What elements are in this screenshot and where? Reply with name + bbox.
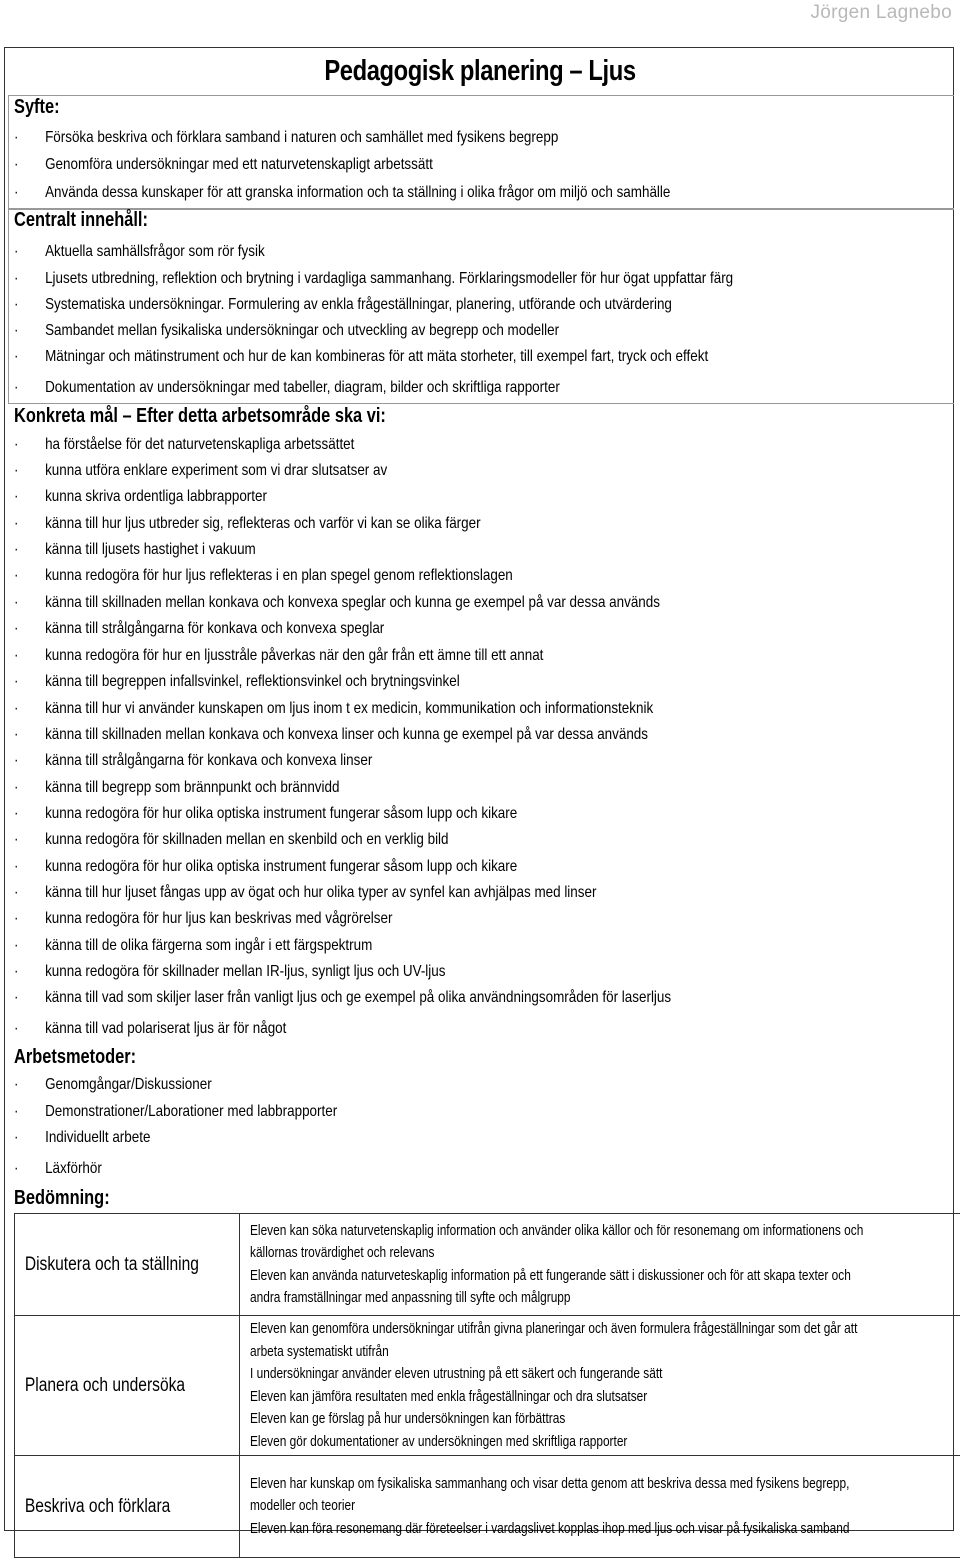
arbetsmetod-item-text: Läxförhör <box>45 1160 102 1177</box>
bullet-icon: · <box>14 348 45 366</box>
syfte-item-text: Genomföra undersökningar med ett naturvetenskapligt arbetssätt <box>45 156 433 173</box>
centralt-item <box>14 270 733 288</box>
konkreta-item-text: kunna redogöra för hur olika optiska instrument fungerar såsom lupp och kikare <box>45 805 517 822</box>
bullet-icon: · <box>14 937 45 955</box>
bullet-icon: · <box>14 700 45 718</box>
konkreta-item <box>14 673 460 691</box>
centralt-item-text: Dokumentation av undersökningar med tabeller, diagram, bilder och skriftliga rapporter <box>45 379 560 396</box>
centralt-item-text: Aktuella samhällsfrågor som rör fysik <box>45 243 265 260</box>
arbetsmetod-item <box>14 1076 212 1094</box>
bullet-icon: · <box>14 1129 45 1147</box>
arbetsmetod-item-text: Demonstrationer/Laborationer med labbrapporter <box>45 1103 337 1120</box>
konkreta-item <box>14 515 481 533</box>
bedomning-criteria-line: Eleven har kunskap om fysikaliska sammanhang och visar detta genom att beskriva dessa med fysikens begrepp, <box>250 1473 922 1496</box>
bedomning-criteria-line: modeller och teorier <box>250 1495 922 1518</box>
bedomning-row <box>15 1456 960 1558</box>
bedomning-criteria-line: Eleven kan genomföra undersökningar utifrån givna planeringar och även formulera frågeställningar som det går att <box>250 1318 922 1341</box>
konkreta-item-text: kunna redogöra för hur olika optiska instrument fungerar såsom lupp och kikare <box>45 858 517 875</box>
konkreta-item-text: ha förståelse för det naturvetenskapliga arbetssättet <box>45 436 354 453</box>
konkreta-item-text: kunna redogöra för hur ljus reflekteras i en plan spegel genom reflektionslagen <box>45 567 513 584</box>
centralt-item <box>14 348 708 366</box>
bedomning-criteria-line: Eleven kan jämföra resultaten med enkla frågeställningar och dra slutsatser <box>250 1386 922 1409</box>
bullet-icon: · <box>14 1103 45 1121</box>
bedomning-criteria-line: andra framställningar med anpassning till syfte och målgrupp <box>250 1287 922 1310</box>
bullet-icon: · <box>14 515 45 533</box>
konkreta-item-text: känna till hur ljuset fångas upp av ögat och hur olika typer av synfel kan avhjälpas med linser <box>45 884 596 901</box>
konkreta-item <box>14 884 596 902</box>
syfte-item <box>14 156 433 174</box>
konkreta-item <box>14 752 372 770</box>
bedomning-row <box>15 1214 960 1316</box>
syfte-item-text: Försöka beskriva och förklara samband i naturen och samhället med fysikens begrepp <box>45 129 558 146</box>
bullet-icon: · <box>14 296 45 314</box>
konkreta-item <box>14 858 517 876</box>
konkreta-item <box>14 937 372 955</box>
bullet-icon: · <box>14 620 45 638</box>
bedomning-area <box>15 1456 240 1558</box>
konkreta-item <box>14 700 653 718</box>
bedomning-criteria <box>240 1456 960 1558</box>
bullet-icon: · <box>14 805 45 823</box>
bullet-icon: · <box>14 779 45 797</box>
bullet-icon: · <box>14 989 45 1007</box>
konkreta-item <box>14 910 392 928</box>
centralt-item-text: Systematiska undersökningar. Formulering av enkla frågeställningar, planering, utförande och utvärdering <box>45 296 672 313</box>
bullet-icon: · <box>14 270 45 288</box>
arbetsmetod-item <box>14 1103 337 1121</box>
konkreta-item <box>14 594 660 612</box>
konkreta-item-text: kunna redogöra för hur ljus kan beskrivas med vågrörelser <box>45 910 392 927</box>
konkreta-item <box>14 779 339 797</box>
bullet-icon: · <box>14 243 45 261</box>
bullet-icon: · <box>14 541 45 559</box>
bullet-icon: · <box>14 1020 45 1038</box>
bullet-icon: · <box>14 156 45 174</box>
bedomning-heading: Bedömning: <box>14 1187 110 1210</box>
konkreta-item <box>14 488 267 506</box>
bullet-icon: · <box>14 1160 45 1178</box>
konkreta-item <box>14 989 671 1007</box>
bullet-icon: · <box>14 379 45 397</box>
konkreta-item-text: känna till skillnaden mellan konkava och konvexa speglar och kunna ge exempel på var dessa används <box>45 594 660 611</box>
konkreta-heading: Konkreta mål – Efter detta arbetsområde ska vi: <box>14 405 386 428</box>
konkreta-item-text: känna till vad som skiljer laser från vanligt ljus och ge exempel på olika användningsområden för laserljus <box>45 989 671 1006</box>
centralt-item-text: Ljusets utbredning, reflektion och brytning i vardagliga sammanhang. Förklaringsmodeller för hur ögat uppfattar färg <box>45 270 733 287</box>
bullet-icon: · <box>14 462 45 480</box>
centralt-heading: Centralt innehåll: <box>14 209 148 232</box>
konkreta-item-text: kunna redogöra för hur en ljusstråle påverkas när den går från ett ämne till ett annat <box>45 647 543 664</box>
bullet-icon: · <box>14 647 45 665</box>
bullet-icon: · <box>14 910 45 928</box>
konkreta-item-text: känna till strålgångarna för konkava och konvexa speglar <box>45 620 384 637</box>
bedomning-criteria <box>240 1316 960 1456</box>
bullet-icon: · <box>14 322 45 340</box>
konkreta-item-text: kunna utföra enklare experiment som vi drar slutsatser av <box>45 462 387 479</box>
bedomning-row <box>15 1316 960 1456</box>
konkreta-item <box>14 647 543 665</box>
konkreta-item <box>14 567 513 585</box>
konkreta-item <box>14 541 256 559</box>
centralt-item <box>14 296 672 314</box>
page-title: Pedagogisk planering – Ljus <box>86 55 873 88</box>
konkreta-item-text: känna till begrepp som brännpunkt och brännvidd <box>45 779 339 796</box>
bullet-icon: · <box>14 673 45 691</box>
bedomning-area <box>15 1316 240 1456</box>
bullet-icon: · <box>14 1076 45 1094</box>
konkreta-item <box>14 1020 286 1038</box>
bedomning-criteria-line: Eleven gör dokumentationer av undersökningen med skriftliga rapporter <box>250 1431 922 1454</box>
bullet-icon: · <box>14 488 45 506</box>
bullet-icon: · <box>14 129 45 147</box>
bedomning-criteria-line: arbeta systematiskt utifrån <box>250 1341 922 1364</box>
bedomning-area-label: Diskutera och ta ställning <box>15 1254 199 1276</box>
syfte-item <box>14 129 558 147</box>
centralt-item <box>14 379 560 397</box>
bullet-icon: · <box>14 184 45 202</box>
arbetsmetod-item-text: Genomgångar/Diskussioner <box>45 1076 212 1093</box>
konkreta-item-text: känna till hur ljus utbreder sig, reflekteras och varför vi kan se olika färger <box>45 515 481 532</box>
bedomning-criteria-line: källornas trovärdighet och relevans <box>250 1242 922 1265</box>
bedomning-criteria <box>240 1214 960 1316</box>
konkreta-item-text: kunna redogöra för skillnader mellan IR-ljus, synligt ljus och UV-ljus <box>45 963 445 980</box>
konkreta-item <box>14 831 449 849</box>
bedomning-criteria-line: Eleven kan föra resonemang där företeelser i vardagslivet kopplas ihop med ljus och visar på fysikaliska samband <box>250 1518 922 1541</box>
bullet-icon: · <box>14 567 45 585</box>
konkreta-item-text: känna till strålgångarna för konkava och konvexa linser <box>45 752 372 769</box>
konkreta-item-text: känna till begreppen infallsvinkel, reflektionsvinkel och brytningsvinkel <box>45 673 460 690</box>
bedomning-area-label: Beskriva och förklara <box>15 1496 199 1518</box>
bullet-icon: · <box>14 726 45 744</box>
centralt-item <box>14 243 265 261</box>
bedomning-criteria-line: Eleven kan söka naturvetenskaplig information och använder olika källor och för resonemang om informationens och <box>250 1220 922 1243</box>
centralt-item-text: Sambandet mellan fysikaliska undersökningar och utveckling av begrepp och modeller <box>45 322 559 339</box>
bullet-icon: · <box>14 963 45 981</box>
konkreta-item <box>14 462 387 480</box>
arbetsmetod-item <box>14 1160 102 1178</box>
konkreta-item <box>14 963 445 981</box>
syfte-item <box>14 184 670 202</box>
arbetsmetoder-heading: Arbetsmetoder: <box>14 1046 136 1069</box>
author-name: Jörgen Lagnebo <box>810 2 952 24</box>
arbetsmetod-item-text: Individuellt arbete <box>45 1129 150 1146</box>
centralt-item-text: Mätningar och mätinstrument och hur de kan kombineras för att mäta storheter, till exempel fart, tryck och effekt <box>45 348 708 365</box>
bedomning-criteria-line: Eleven kan använda naturveteskaplig information på ett fungerande sätt i diskussioner och för att skapa texter och <box>250 1265 922 1288</box>
konkreta-item-text: kunna redogöra för skillnaden mellan en skenbild och en verklig bild <box>45 831 448 848</box>
bedomning-criteria-line: Eleven kan ge förslag på hur undersökningen kan förbättras <box>250 1408 922 1431</box>
bedomning-area <box>15 1214 240 1316</box>
konkreta-item <box>14 620 384 638</box>
bullet-icon: · <box>14 884 45 902</box>
bedomning-area-label: Planera och undersöka <box>15 1375 199 1397</box>
centralt-item <box>14 322 559 340</box>
konkreta-item-text: känna till skillnaden mellan konkava och konvexa linser och kunna ge exempel på var dessa används <box>45 726 648 743</box>
konkreta-item-text: känna till vad polariserat ljus är för något <box>45 1020 286 1037</box>
bullet-icon: · <box>14 858 45 876</box>
syfte-item-text: Använda dessa kunskaper för att granska information och ta ställning i olika frågor om miljö och samhälle <box>45 184 670 201</box>
konkreta-item-text: känna till de olika färgerna som ingår i ett färgspektrum <box>45 937 372 954</box>
syfte-heading: Syfte: <box>14 96 60 119</box>
konkreta-item <box>14 726 648 744</box>
arbetsmetod-item <box>14 1129 150 1147</box>
konkreta-item-text: känna till ljusets hastighet i vakuum <box>45 541 256 558</box>
bullet-icon: · <box>14 594 45 612</box>
konkreta-item-text: känna till hur vi använder kunskapen om ljus inom t ex medicin, kommunikation och informationsteknik <box>45 700 653 717</box>
bedomning-table <box>14 1213 960 1558</box>
bullet-icon: · <box>14 831 45 849</box>
konkreta-item <box>14 436 354 454</box>
konkreta-item <box>14 805 517 823</box>
bedomning-criteria-line: I undersökningar använder eleven utrustning på ett säkert och fungerande sätt <box>250 1363 922 1386</box>
bullet-icon: · <box>14 436 45 454</box>
bullet-icon: · <box>14 752 45 770</box>
konkreta-item-text: kunna skriva ordentliga labbrapporter <box>45 488 267 505</box>
